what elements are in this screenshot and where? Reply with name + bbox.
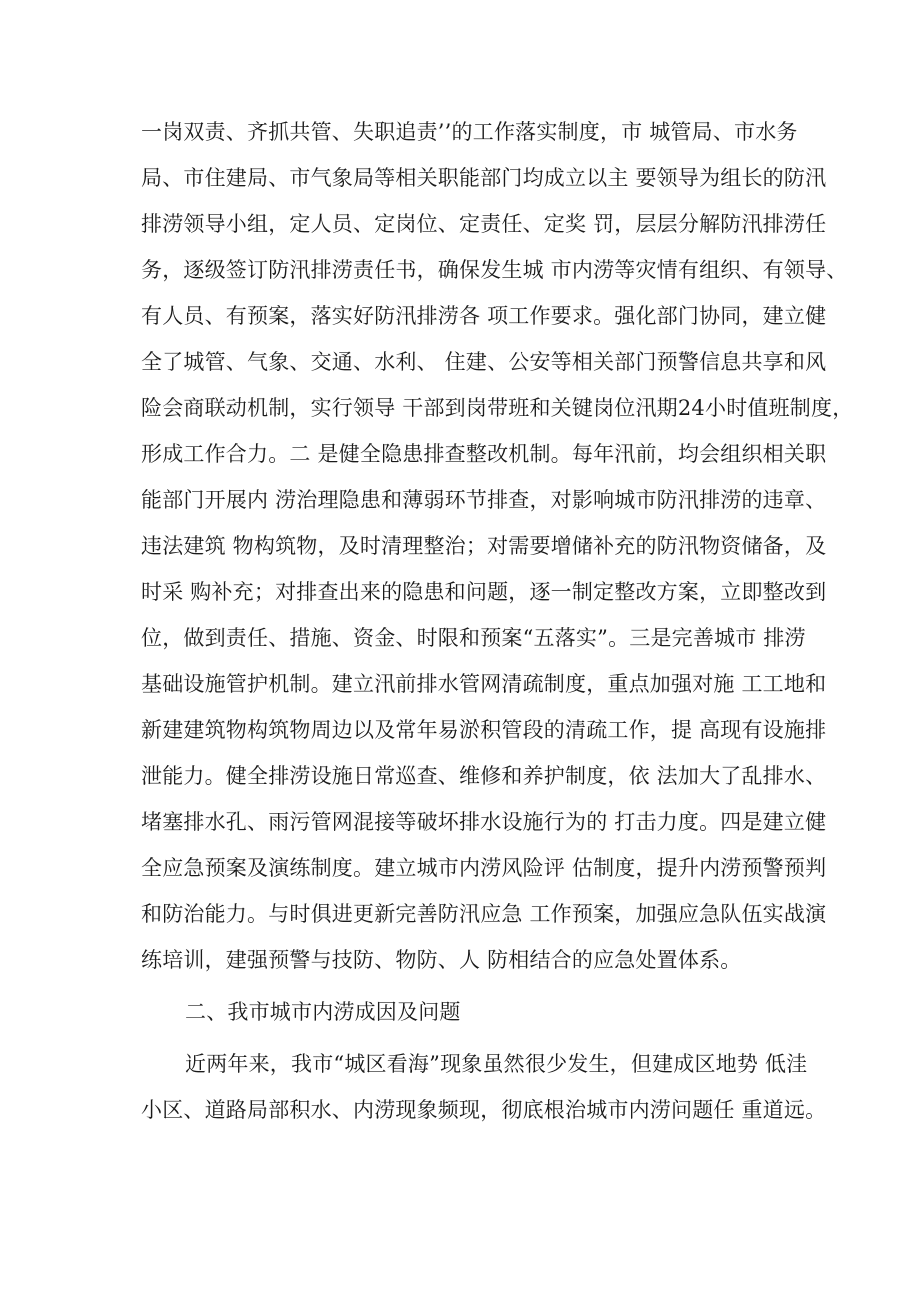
text-line: 险会商联动机制，实行领导 干部到岗带班和关键岗位汛期24小时值班制度， [141, 396, 854, 420]
text-line: 堵塞排水孔、雨污管网混接等破坏排水设施行为的 打击力度。四是建立健 [141, 810, 827, 834]
text-line: 能部门开展内 涝治理隐患和薄弱环节排查，对影响城市防汛排涝的违章、 [141, 488, 827, 512]
text-line: 基础设施管护机制。建立汛前排水管网清疏制度，重点加强对施 工工地和 [141, 672, 827, 696]
text-line: 泄能力。健全排涝设施日常巡查、维修和养护制度，依 法加大了乱排水、 [141, 764, 827, 788]
text-line: 近两年来，我市“城区看海”现象虽然很少发生，但建成区地势 低洼 [185, 1052, 808, 1076]
text-line: 新建建筑物构筑物周边以及常年易淤积管段的清疏工作，提 高现有设施排 [141, 718, 827, 742]
text-line: 练培训，建强预警与技防、物防、人 防相结合的应急处置体系。 [141, 948, 742, 972]
text-line: 排涝领导小组，定人员、定岗位、定责任、定奖 罚，层层分解防汛排涝任 [141, 212, 827, 236]
text-line: 位，做到责任、措施、资金、时限和预案“五落实”。三是完善城市 排涝 [141, 626, 806, 650]
text-line: 务，逐级签订防汛排涝责任书，确保发生城 市内涝等灾情有组织、有领导、 [141, 258, 848, 282]
text-line: 局、市住建局、市气象局等相关职能部门均成立以主 要领导为组长的防汛 [141, 166, 827, 190]
section-heading: 二、我市城市内涝成因及问题 [185, 1000, 461, 1024]
text-line: 小区、道路局部积水、内涝现象频现，彻底根治城市内涝问题任 重道远。 [141, 1098, 827, 1122]
text-line: 和防治能力。与时俱进更新完善防汛应急 工作预案，加强应急队伍实战演 [141, 902, 827, 926]
text-line: 全了城管、气象、交通、水利、 住建、公安等相关部门预警信息共享和风 [141, 350, 827, 374]
text-line: 违法建筑 物构筑物，及时清理整治；对需要增储补充的防汛物资储备，及 [141, 534, 827, 558]
text-line: 时采 购补充；对排查出来的隐患和问题，逐一制定整改方案，立即整改到 [141, 580, 827, 604]
text-line: 一岗双责、齐抓共管、失职追责’’的工作落实制度，市 城管局、市水务 [141, 120, 798, 144]
text-line: 形成工作合力。二 是健全隐患排查整改机制。每年汛前，均会组织相关职 [141, 442, 827, 466]
text-line: 全应急预案及演练制度。建立城市内涝风险评 估制度，提升内涝预警预判 [141, 856, 827, 880]
text-line: 有人员、有预案，落实好防汛排涝各 项工作要求。强化部门协同，建立健 [141, 304, 827, 328]
